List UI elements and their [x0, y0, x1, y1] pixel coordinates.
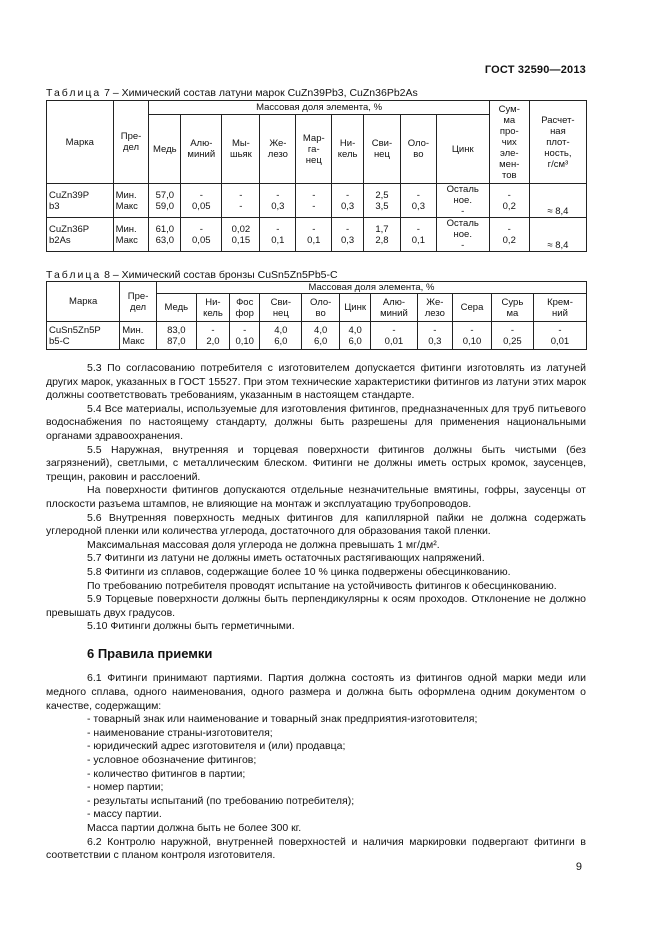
table7-header-sum: Сум- ма про- чих эле- мен- тов [489, 101, 529, 184]
table8-element-header: Сви- нец [260, 294, 302, 322]
table8-element-header: Цинк [340, 294, 371, 322]
table8-element-header: Ни- кель [196, 294, 229, 322]
table7-caption-text: 7 – Химический состав латуни марок CuZn39Pb3, CuZn36Pb2As [104, 87, 418, 99]
table8-value-cell: - 0,01 [533, 322, 586, 350]
table8-value-cell: - 0,3 [417, 322, 453, 350]
table-row [47, 184, 587, 218]
table8-value-cell: - 0,10 [453, 322, 492, 350]
table7-value-cell: - 0,05 [181, 218, 222, 252]
table7-value-cell: 57,0 59,0 [149, 184, 181, 218]
list-item: - товарный знак или наименование и товарный знак предприятия-изготовителя; [87, 713, 478, 726]
table7-value-cell: - 0,2 [489, 218, 529, 252]
table7-mark-cell: CuZn39P b3 [47, 184, 114, 218]
list-item: - результаты испытаний (по требованию потребителя); [87, 794, 355, 807]
list-item: - массу партии. [87, 808, 162, 821]
table7-header-mark: Марка [47, 101, 114, 184]
body-text [46, 362, 586, 863]
page-number: 9 [575, 861, 582, 873]
table7-caption-label: Таблица [46, 87, 102, 99]
table7-value-cell: - 0,1 [260, 218, 296, 252]
table7-value-cell: - 0,3 [400, 184, 436, 218]
table8-element-header: Сурь ма [491, 294, 533, 322]
list-item: - количество фитингов в партии; [87, 767, 246, 780]
table7-value-cell: Осталь ное. - [436, 184, 489, 218]
table7-value-cell: 2,5 3,5 [363, 184, 400, 218]
table8-caption [46, 269, 338, 281]
table7-group-header: Массовая доля элемента, % [149, 101, 489, 115]
document-contents-list [46, 713, 586, 822]
table7-element-header: Мар- га- нец [296, 115, 332, 184]
table8-header-limit: Пре- дел [120, 282, 157, 322]
table7-element-header: Ни- кель [332, 115, 364, 184]
table-row [47, 322, 587, 350]
table7-value-cell: - 0,3 [332, 218, 364, 252]
table7 [46, 100, 587, 252]
table7-value-cell: - 0,3 [332, 184, 364, 218]
table8-header-mark: Марка [47, 282, 120, 322]
table8-value-cell: 83,0 87,0 [156, 322, 196, 350]
table7-value-cell: - 0,2 [489, 184, 529, 218]
table7-value-cell: - - [222, 184, 260, 218]
table8-value-cell: - 0,25 [491, 322, 533, 350]
table8-value-cell: 4,0 6,0 [302, 322, 340, 350]
table8 [46, 281, 587, 350]
table8-element-header: Оло- во [302, 294, 340, 322]
table7-value-cell: - - [296, 184, 332, 218]
section-intro: 6.1 Фитинги принимают партиями. Партия должна состоять из фитингов одной марки меди или медного сплава, одного наименования, одного размера и должна быть оформлена одним документом о качестве, содержащим: [46, 672, 586, 712]
paragraph: 5.8 Фитинги из сплавов, содержащие более 10 % цинка подвержены обесцинкованию. [87, 565, 511, 578]
table7-caption [46, 87, 418, 99]
table8-mark-cell: CuSn5Zn5P b5-C [47, 322, 120, 350]
paragraph-6-2: 6.2 Контролю наружной, внутренней поверхностей и наличия маркировки подвергают фитинги в соответствии с планом контроля изготовителя. [46, 835, 586, 862]
table7-element-header: Медь [149, 115, 181, 184]
table7-element-header: Мы- шьяк [222, 115, 260, 184]
table7-element-header: Цинк [436, 115, 489, 184]
list-item: - условное обозначение фитингов; [87, 754, 257, 767]
table7-value-cell: - 0,1 [296, 218, 332, 252]
table8-value-cell: - 0,10 [230, 322, 260, 350]
table8-value-cell: 4,0 6,0 [260, 322, 302, 350]
table8-element-header: Же- лезо [417, 294, 453, 322]
table7-value-cell: - 0,05 [181, 184, 222, 218]
table7-value-cell: - 0,1 [400, 218, 436, 252]
table-row [47, 218, 587, 252]
table7-element-header: Алю- миний [181, 115, 222, 184]
paragraph: По требованию потребителя проводят испытание на устойчивость фитингов к обесцинкованию. [87, 579, 557, 592]
table7-value-cell: ≈ 8,4 [529, 184, 586, 218]
paragraph: На поверхности фитингов допускаются отдельные незначительные вмятины, гофры, заусенцы от плоскости разъема штампов, не влияющие на монтаж и эксплуатацию трубопроводов. [46, 484, 586, 510]
table7-value-cell: 1,7 2,8 [363, 218, 400, 252]
table8-caption-text: 8 – Химический состав бронзы CuSn5Zn5Pb5-C [104, 269, 338, 281]
table8-caption-label: Таблица [46, 269, 102, 281]
paragraph: 5.9 Торцевые поверхности должны быть перпендикулярны к осям проходов. Отклонение не должно превышать двух градусов. [46, 593, 586, 619]
table7-header-density: Расчет- ная плот- ность, г/см³ [529, 101, 586, 184]
table8-value-cell: 4,0 6,0 [340, 322, 371, 350]
table8-group-header: Массовая доля элемента, % [156, 282, 586, 294]
mass-limit-text: Масса партии должна быть не более 300 кг. [87, 822, 302, 834]
paragraph: 5.6 Внутренняя поверхность медных фитингов для капиллярной пайки не должна содержать углеродной пленки или количества углерода, достаточного для образования такой пленки. [46, 511, 586, 538]
table7-element-header: Оло- во [400, 115, 436, 184]
table7-element-header: Же- лезо [260, 115, 296, 184]
table8-element-header: Крем- ний [533, 294, 586, 322]
table8-element-header: Фос фор [230, 294, 260, 322]
table7-value-cell: - 0,3 [260, 184, 296, 218]
requirements-paragraphs [46, 362, 586, 634]
table8-element-header: Алю- миний [371, 294, 417, 322]
table7-value-cell: Осталь ное. - [436, 218, 489, 252]
table8-element-header: Медь [156, 294, 196, 322]
table8-value-cell: - 0,01 [371, 322, 417, 350]
paragraph: 5.5 Наружная, внутренняя и торцевая поверхности фитингов должны быть чистыми (без загрязнений), светлыми, с металлическим блеском. Фитинги не должны иметь острых кромок, заусенцев, трещин, раковин и расслоений. [46, 443, 586, 483]
paragraph: 5.4 Все материалы, используемые для изготовления фитингов, предназначенных для труб питьевого водоснабжения по настоящему стандарту, должны быть разрешены для применения национальными органами здравоохранения. [46, 402, 586, 442]
table7-limit-cell: Мин. Макс [113, 184, 149, 218]
table7-header-limit: Пре- дел [113, 101, 149, 184]
table7-value-cell: 0,02 0,15 [222, 218, 260, 252]
table7-mark-cell: CuZn36P b2As [47, 218, 114, 252]
paragraph: 5.10 Фитинги должны быть герметичными. [87, 620, 295, 633]
table7-value-cell: ≈ 8,4 [529, 218, 586, 252]
list-item: - юридический адрес изготовителя и (или) продавца; [87, 740, 346, 753]
table8-limit-cell: Мин. Макс [120, 322, 157, 350]
table7-value-cell: 61,0 63,0 [149, 218, 181, 252]
paragraph: 5.7 Фитинги из латуни не должны иметь остаточных растягивающих напряжений. [87, 552, 485, 565]
table8-element-header: Сера [453, 294, 492, 322]
standard-header: ГОСТ 32590—2013 [484, 64, 586, 76]
paragraph: Максимальная массовая доля углерода не должна превышать 1 мг/дм². [87, 538, 440, 551]
list-item: - номер партии; [87, 781, 164, 794]
paragraph: 5.3 По согласованию потребителя с изготовителем допускается фитинги изготовлять из латуней других марок, указанных в ГОСТ 15527. При этом технические характеристики фитингов из латуни этих марок должны соответствовать требованиям, указанным в настоящем стандарте. [46, 362, 586, 402]
table8-value-cell: - 2,0 [196, 322, 229, 350]
table7-limit-cell: Мин. Макс [113, 218, 149, 252]
section-title: 6 Правила приемки [87, 645, 213, 661]
table7-element-header: Сви- нец [363, 115, 400, 184]
list-item: - наименование страны-изготовителя; [87, 726, 273, 739]
